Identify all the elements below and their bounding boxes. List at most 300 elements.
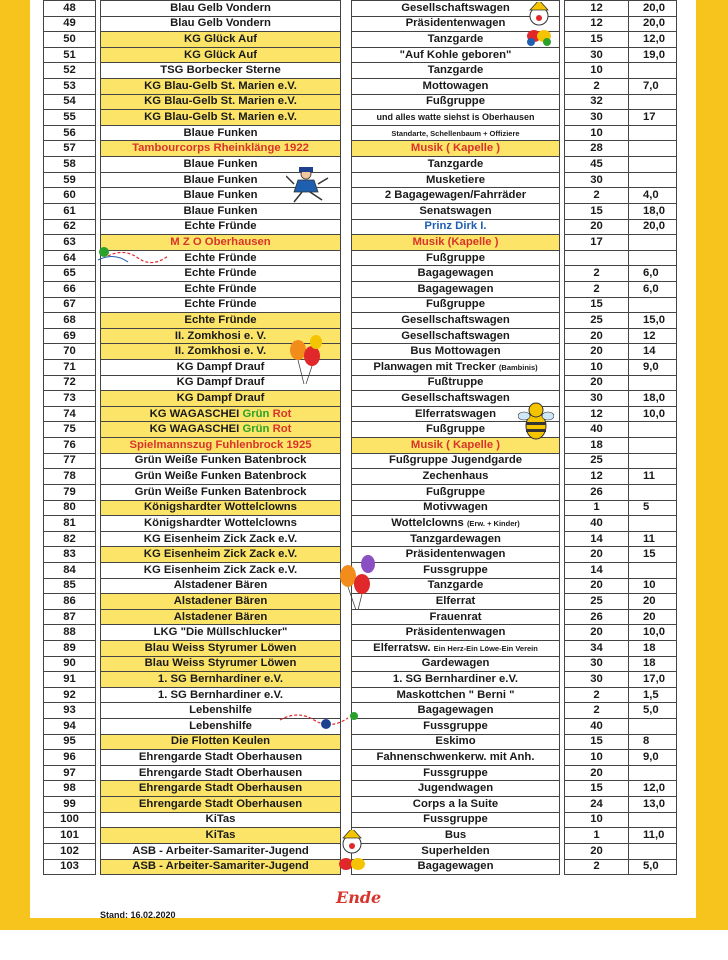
row-number: 80 <box>44 500 96 516</box>
group-name: Echte Fründe <box>101 250 341 266</box>
row-number: 68 <box>44 313 96 329</box>
vehicle-length: 14 <box>629 344 677 360</box>
table-row <box>44 625 677 641</box>
participant-count: 34 <box>565 640 629 656</box>
vehicle-type: Tanzgardewagen <box>352 531 560 547</box>
vehicle-type: Jugendwagen <box>352 781 560 797</box>
participant-count: 30 <box>565 172 629 188</box>
table-row <box>44 406 677 422</box>
column-gap <box>341 765 352 781</box>
vehicle-type: Präsidentenwagen <box>352 547 560 563</box>
vehicle-length <box>629 94 677 110</box>
vehicle-type: Fußgruppe <box>352 422 560 438</box>
vehicle-type-text: Elferratsw. <box>373 641 431 654</box>
group-name: Lebenshilfe <box>101 719 341 735</box>
group-name: KG Eisenheim Zick Zack e.V. <box>101 547 341 563</box>
participant-count: 40 <box>565 516 629 532</box>
participant-count: 17 <box>565 235 629 251</box>
vehicle-length: 11 <box>629 531 677 547</box>
vehicle-type: Fussgruppe <box>352 562 560 578</box>
row-number: 92 <box>44 687 96 703</box>
column-gap <box>341 375 352 391</box>
vehicle-length <box>629 843 677 859</box>
vehicle-type: 1. SG Bernhardiner e.V. <box>352 672 560 688</box>
group-name: LKG "Die Müllschlucker" <box>101 625 341 641</box>
vehicle-length <box>629 484 677 500</box>
participant-count: 15 <box>565 32 629 48</box>
participant-count: 2 <box>565 703 629 719</box>
table-row <box>44 422 677 438</box>
row-number: 99 <box>44 797 96 813</box>
vehicle-length: 20,0 <box>629 1 677 17</box>
participant-count: 30 <box>565 656 629 672</box>
vehicle-length <box>629 297 677 313</box>
table-row <box>44 1 677 17</box>
group-name: KG Blau-Gelb St. Marien e.V. <box>101 94 341 110</box>
vehicle-length: 20 <box>629 609 677 625</box>
vehicle-length: 18,0 <box>629 391 677 407</box>
vehicle-type: Senatswagen <box>352 203 560 219</box>
vehicle-length: 9,0 <box>629 750 677 766</box>
participant-count: 15 <box>565 203 629 219</box>
vehicle-note: (Erw. + Kinder) <box>466 518 520 528</box>
column-gap <box>341 16 352 32</box>
table-row <box>44 266 677 282</box>
table-row <box>44 32 677 48</box>
vehicle-length: 17 <box>629 110 677 126</box>
participant-count: 1 <box>565 828 629 844</box>
vehicle-length <box>629 516 677 532</box>
vehicle-length: 12 <box>629 328 677 344</box>
page-margin-bottom <box>0 930 728 960</box>
group-name: KG Blau-Gelb St. Marien e.V. <box>101 79 341 95</box>
column-gap <box>341 812 352 828</box>
group-name: KG Dampf Drauf <box>101 375 341 391</box>
row-number: 82 <box>44 531 96 547</box>
vehicle-type: Gesellschaftswagen <box>352 313 560 329</box>
column-gap <box>341 313 352 329</box>
participant-count: 20 <box>565 578 629 594</box>
participant-count: 18 <box>565 438 629 454</box>
vehicle-type <box>352 360 560 376</box>
group-name: Blau Weiss Styrumer Löwen <box>101 640 341 656</box>
vehicle-length: 1,5 <box>629 687 677 703</box>
vehicle-length: 9,0 <box>629 360 677 376</box>
group-name: Ehrengarde Stadt Oberhausen <box>101 781 341 797</box>
group-name: Grün Weiße Funken Batenbrock <box>101 453 341 469</box>
vehicle-length: 5,0 <box>629 859 677 875</box>
table-row <box>44 765 677 781</box>
table-row <box>44 469 677 485</box>
vehicle-length: 10,0 <box>629 625 677 641</box>
row-number: 98 <box>44 781 96 797</box>
column-gap <box>341 781 352 797</box>
row-number: 54 <box>44 94 96 110</box>
column-gap <box>341 188 352 204</box>
vehicle-length: 11,0 <box>629 828 677 844</box>
row-number: 101 <box>44 828 96 844</box>
group-color-green: Grün <box>242 423 270 436</box>
vehicle-length <box>629 719 677 735</box>
vehicle-length: 18 <box>629 640 677 656</box>
participant-count: 40 <box>565 422 629 438</box>
column-gap <box>341 63 352 79</box>
group-name: Königshardter Wottelclowns <box>101 516 341 532</box>
group-name: KG Dampf Drauf <box>101 391 341 407</box>
vehicle-length <box>629 765 677 781</box>
vehicle-length: 12,0 <box>629 781 677 797</box>
vehicle-length: 20 <box>629 594 677 610</box>
column-gap <box>341 32 352 48</box>
column-gap <box>341 391 352 407</box>
vehicle-length: 10,0 <box>629 406 677 422</box>
vehicle-type: Fußgruppe <box>352 250 560 266</box>
column-gap <box>341 625 352 641</box>
participant-count: 30 <box>565 47 629 63</box>
participant-count <box>565 250 629 266</box>
group-name: Königshardter Wottelclowns <box>101 500 341 516</box>
yellow-border-right <box>696 0 728 930</box>
participant-count: 12 <box>565 16 629 32</box>
row-number: 69 <box>44 328 96 344</box>
table-row <box>44 141 677 157</box>
table-row <box>44 453 677 469</box>
participant-count: 30 <box>565 110 629 126</box>
group-name: Ehrengarde Stadt Oberhausen <box>101 765 341 781</box>
column-gap <box>341 94 352 110</box>
group-name: KG Eisenheim Zick Zack e.V. <box>101 531 341 547</box>
row-number: 78 <box>44 469 96 485</box>
row-number: 72 <box>44 375 96 391</box>
vehicle-length: 12,0 <box>629 32 677 48</box>
row-number: 59 <box>44 172 96 188</box>
vehicle-type: Tanzgarde <box>352 157 560 173</box>
group-name: Echte Fründe <box>101 281 341 297</box>
vehicle-length: 4,0 <box>629 188 677 204</box>
row-number: 73 <box>44 391 96 407</box>
participant-count: 10 <box>565 63 629 79</box>
table-row <box>44 313 677 329</box>
column-gap <box>341 484 352 500</box>
participant-count: 32 <box>565 94 629 110</box>
table-row <box>44 797 677 813</box>
group-name: 1. SG Bernhardiner e.V. <box>101 672 341 688</box>
column-gap <box>341 734 352 750</box>
vehicle-length: 5,0 <box>629 703 677 719</box>
table-row <box>44 79 677 95</box>
column-gap <box>341 453 352 469</box>
group-name: Blaue Funken <box>101 188 341 204</box>
parade-order-table <box>43 0 677 875</box>
vehicle-type: Bagagewagen <box>352 703 560 719</box>
vehicle-length: 8 <box>629 734 677 750</box>
balloons-icon <box>286 334 328 386</box>
participant-count: 40 <box>565 719 629 735</box>
row-number: 61 <box>44 203 96 219</box>
column-gap <box>341 110 352 126</box>
vehicle-type: Präsidentenwagen <box>352 16 560 32</box>
participant-count: 20 <box>565 625 629 641</box>
table-row <box>44 687 677 703</box>
group-name-text: KG WAGASCHEI <box>149 407 240 420</box>
participant-count: 15 <box>565 297 629 313</box>
group-name <box>101 406 341 422</box>
vehicle-type: Elferratswagen <box>352 406 560 422</box>
table-row <box>44 531 677 547</box>
table-row <box>44 750 677 766</box>
vehicle-type: Frauenrat <box>352 609 560 625</box>
row-number: 57 <box>44 141 96 157</box>
group-name: Blau Weiss Styrumer Löwen <box>101 656 341 672</box>
table-row <box>44 281 677 297</box>
table-row <box>44 375 677 391</box>
participant-count: 10 <box>565 125 629 141</box>
vehicle-type: Bagagewagen <box>352 281 560 297</box>
group-name-text: KG WAGASCHEI <box>149 423 240 436</box>
vehicle-type: Fußgruppe <box>352 94 560 110</box>
vehicle-type: Maskottchen " Berni " <box>352 687 560 703</box>
column-gap <box>341 531 352 547</box>
participant-count: 15 <box>565 734 629 750</box>
table-row <box>44 188 677 204</box>
vehicle-type: Elferrat <box>352 594 560 610</box>
vehicle-type: Superhelden <box>352 843 560 859</box>
vehicle-type: Motivwagen <box>352 500 560 516</box>
vehicle-type: Tanzgarde <box>352 32 560 48</box>
vehicle-type: 2 Bagagewagen/Fahrräder <box>352 188 560 204</box>
end-label: Ende <box>336 888 382 907</box>
group-name: Die Flotten Keulen <box>101 734 341 750</box>
row-number: 50 <box>44 32 96 48</box>
column-gap <box>341 360 352 376</box>
bee-icon <box>518 400 554 444</box>
group-name: Blaue Funken <box>101 172 341 188</box>
table-row <box>44 328 677 344</box>
group-name: II. Zomkhosi e. V. <box>101 328 341 344</box>
participant-count: 20 <box>565 219 629 235</box>
column-gap <box>341 250 352 266</box>
column-gap <box>341 203 352 219</box>
participant-count: 20 <box>565 843 629 859</box>
vehicle-length <box>629 453 677 469</box>
participant-count: 20 <box>565 328 629 344</box>
yellow-border-left <box>0 0 30 930</box>
row-number: 56 <box>44 125 96 141</box>
table-row <box>44 500 677 516</box>
vehicle-length <box>629 422 677 438</box>
table-row <box>44 125 677 141</box>
table-row <box>44 157 677 173</box>
vehicle-length: 7,0 <box>629 79 677 95</box>
row-number: 49 <box>44 16 96 32</box>
row-number: 74 <box>44 406 96 422</box>
group-name: Alstadener Bären <box>101 578 341 594</box>
column-gap <box>341 1 352 17</box>
vehicle-type: Fussgruppe <box>352 765 560 781</box>
participant-count: 24 <box>565 797 629 813</box>
table-row <box>44 297 677 313</box>
vehicle-type: Fussgruppe <box>352 719 560 735</box>
group-name <box>101 422 341 438</box>
vehicle-type-text: Wottelclowns <box>391 516 464 529</box>
group-name: M Z O Oberhausen <box>101 235 341 251</box>
vehicle-type: Gesellschaftswagen <box>352 1 560 17</box>
column-gap <box>341 328 352 344</box>
vehicle-length <box>629 250 677 266</box>
row-number: 97 <box>44 765 96 781</box>
group-name: ASB - Arbeiter-Samariter-Jugend <box>101 859 341 875</box>
participant-count: 10 <box>565 750 629 766</box>
row-number: 75 <box>44 422 96 438</box>
table-row <box>44 219 677 235</box>
column-gap <box>341 172 352 188</box>
group-name: Grün Weiße Funken Batenbrock <box>101 484 341 500</box>
group-name: Alstadener Bären <box>101 609 341 625</box>
table-row <box>44 391 677 407</box>
column-gap <box>341 79 352 95</box>
group-name: Ehrengarde Stadt Oberhausen <box>101 797 341 813</box>
row-number: 71 <box>44 360 96 376</box>
column-gap <box>341 438 352 454</box>
streamer-icon <box>94 246 184 266</box>
column-gap <box>341 516 352 532</box>
participant-count: 2 <box>565 859 629 875</box>
row-number: 87 <box>44 609 96 625</box>
vehicle-length <box>629 235 677 251</box>
group-name: KG Glück Auf <box>101 32 341 48</box>
participant-count: 1 <box>565 500 629 516</box>
vehicle-type: Tanzgarde <box>352 578 560 594</box>
vehicle-type: Musketiere <box>352 172 560 188</box>
table-row <box>44 344 677 360</box>
row-number: 62 <box>44 219 96 235</box>
vehicle-type: Fussgruppe <box>352 812 560 828</box>
participant-count: 12 <box>565 469 629 485</box>
vehicle-length: 10 <box>629 578 677 594</box>
participant-count: 26 <box>565 609 629 625</box>
table-row <box>44 94 677 110</box>
table-row <box>44 438 677 454</box>
group-name: Blaue Funken <box>101 157 341 173</box>
table-row <box>44 360 677 376</box>
vehicle-length <box>629 125 677 141</box>
table-row <box>44 781 677 797</box>
table-row <box>44 484 677 500</box>
vehicle-type <box>352 516 560 532</box>
row-number: 76 <box>44 438 96 454</box>
table-row <box>44 734 677 750</box>
clown-icon <box>334 830 370 876</box>
vehicle-type: Gardewagen <box>352 656 560 672</box>
table-row <box>44 203 677 219</box>
group-name: Echte Fründe <box>101 266 341 282</box>
vehicle-type: "Auf Kohle geboren" <box>352 47 560 63</box>
participant-count: 20 <box>565 344 629 360</box>
vehicle-type: Bagagewagen <box>352 266 560 282</box>
column-gap <box>341 750 352 766</box>
group-name: Tambourcorps Rheinklänge 1922 <box>101 141 341 157</box>
column-gap <box>341 266 352 282</box>
participant-count: 12 <box>565 406 629 422</box>
table-row <box>44 16 677 32</box>
vehicle-length <box>629 562 677 578</box>
row-number: 48 <box>44 1 96 17</box>
row-number: 53 <box>44 79 96 95</box>
column-gap <box>341 797 352 813</box>
vehicle-type: Bus <box>352 828 560 844</box>
vehicle-length <box>629 141 677 157</box>
row-number: 89 <box>44 640 96 656</box>
row-number: 60 <box>44 188 96 204</box>
group-name: Alstadener Bären <box>101 594 341 610</box>
group-name: Blau Gelb Vondern <box>101 16 341 32</box>
group-name: 1. SG Bernhardiner e.V. <box>101 687 341 703</box>
vehicle-length: 15,0 <box>629 313 677 329</box>
participant-count: 25 <box>565 453 629 469</box>
vehicle-type: Bagagewagen <box>352 859 560 875</box>
vehicle-type: Zechenhaus <box>352 469 560 485</box>
group-name: KG Dampf Drauf <box>101 360 341 376</box>
vehicle-type: Fahnenschwenkerw. mit Anh. <box>352 750 560 766</box>
table-row <box>44 172 677 188</box>
table-row <box>44 656 677 672</box>
group-name: II. Zomkhosi e. V. <box>101 344 341 360</box>
column-gap <box>341 469 352 485</box>
table-row <box>44 672 677 688</box>
column-gap <box>341 672 352 688</box>
column-gap <box>341 422 352 438</box>
group-color-green: Grün <box>242 407 270 420</box>
row-number: 102 <box>44 843 96 859</box>
row-number: 77 <box>44 453 96 469</box>
column-gap <box>341 47 352 63</box>
row-number: 70 <box>44 344 96 360</box>
vehicle-length: 11 <box>629 469 677 485</box>
participant-count: 14 <box>565 562 629 578</box>
participant-count: 30 <box>565 391 629 407</box>
column-gap <box>341 141 352 157</box>
vehicle-length: 19,0 <box>629 47 677 63</box>
vehicle-type: Musik ( Kapelle ) <box>352 438 560 454</box>
group-name: Blaue Funken <box>101 125 341 141</box>
row-number: 65 <box>44 266 96 282</box>
row-number: 79 <box>44 484 96 500</box>
row-number: 67 <box>44 297 96 313</box>
participant-count: 12 <box>565 1 629 17</box>
vehicle-type: Eskimo <box>352 734 560 750</box>
vehicle-type: Musik (Kapelle ) <box>352 235 560 251</box>
row-number: 64 <box>44 250 96 266</box>
participant-count: 2 <box>565 188 629 204</box>
row-number: 81 <box>44 516 96 532</box>
vehicle-type: Tanzgarde <box>352 63 560 79</box>
group-name: Lebenshilfe <box>101 703 341 719</box>
vehicle-type <box>352 640 560 656</box>
group-name: Echte Fründe <box>101 219 341 235</box>
vehicle-type: Fußgruppe <box>352 297 560 313</box>
vehicle-length: 20,0 <box>629 16 677 32</box>
group-color-red: Rot <box>272 407 292 420</box>
group-name: Spielmannszug Fuhlenbrock 1925 <box>101 438 341 454</box>
group-name: KiTas <box>101 812 341 828</box>
table-row <box>44 110 677 126</box>
row-number: 63 <box>44 235 96 251</box>
participant-count: 2 <box>565 266 629 282</box>
participant-count: 10 <box>565 812 629 828</box>
vehicle-type: Corps a la Suite <box>352 797 560 813</box>
group-name: ASB - Arbeiter-Samariter-Jugend <box>101 843 341 859</box>
column-gap <box>341 406 352 422</box>
